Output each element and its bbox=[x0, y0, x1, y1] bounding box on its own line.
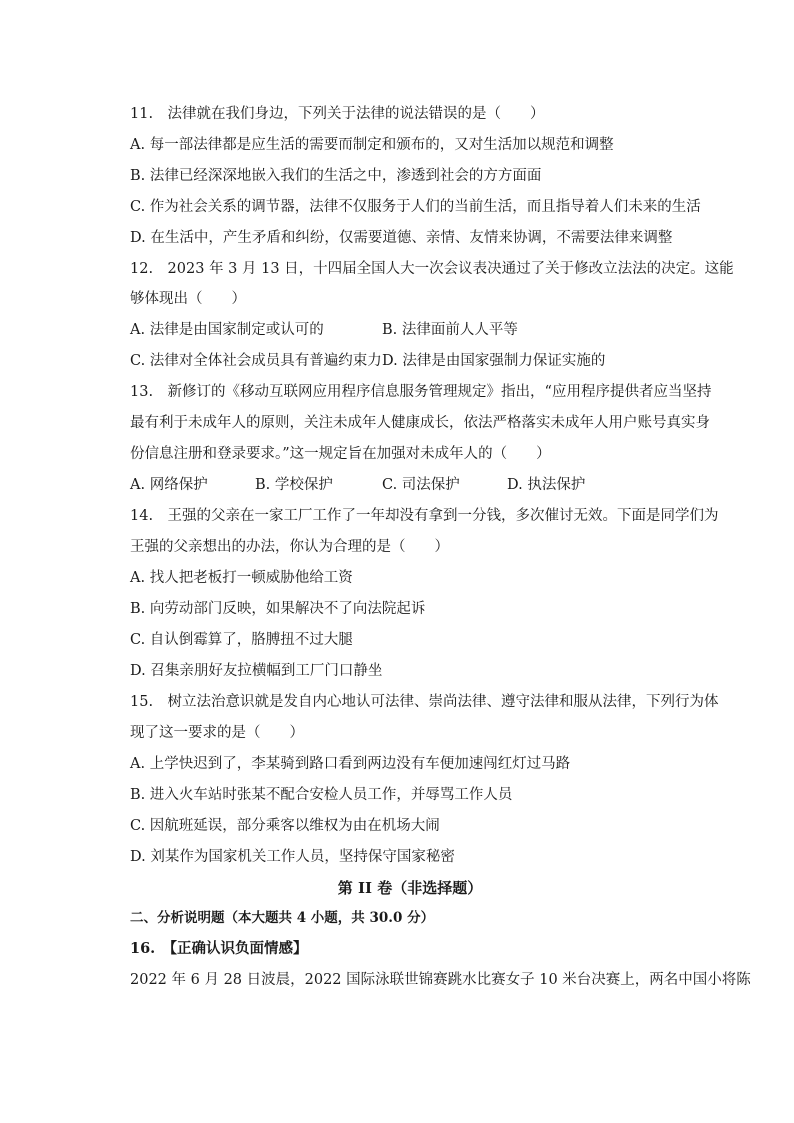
question-14-stem-line-2: 王强的父亲想出的办法，你认为合理的是（ ） bbox=[130, 539, 449, 555]
part-2-title: 二、分析说明题（本大题共 4 小题，共 30.0 分） bbox=[130, 910, 435, 926]
question-12-stem-line-2: 够体现出（ ） bbox=[130, 291, 246, 307]
question-11-option-a: A. 每一部法律都是应生活的需要而制定和颁布的，又对生活加以规范和调整 bbox=[130, 137, 614, 153]
question-13-stem-line-3: 份信息注册和登录要求。”这一规定旨在加强对未成年人的（ ） bbox=[130, 446, 551, 462]
question-14-option-a: A. 找人把老板打一顿威胁他给工资 bbox=[130, 570, 353, 586]
question-13-option-a: A. 网络保护 bbox=[130, 477, 208, 493]
question-12-option-d: D. 法律是由国家强制力保证实施的 bbox=[382, 353, 606, 369]
question-14-option-c: C. 自认倒霉算了，胳膊扭不过大腿 bbox=[130, 632, 353, 648]
question-15-option-d: D. 刘某作为国家机关工作人员，坚持保守国家秘密 bbox=[130, 849, 455, 865]
question-13-stem-line-1: 13. 新修订的《移动互联网应用程序信息服务管理规定》指出，“应用程序提供者应当坚持 bbox=[130, 384, 712, 400]
question-11-option-c: C. 作为社会关系的调节器，法律不仅服务于人们的当前生活，而且指导着人们未来的生活 bbox=[130, 199, 701, 215]
question-13-stem-line-2: 最有利于未成年人的原则，关注未成年人健康成长，依法严格落实未成年人用户账号真实身 bbox=[130, 415, 710, 431]
question-12-options-row-2 bbox=[130, 351, 690, 371]
question-12-options-row-1 bbox=[130, 320, 690, 340]
question-15-option-a: A. 上学快迟到了，李某骑到路口看到两边没有车便加速闯红灯过马路 bbox=[130, 756, 571, 772]
question-12-option-a: A. 法律是由国家制定或认可的 bbox=[130, 322, 324, 338]
question-15-stem-line-1: 15. 树立法治意识就是发自内心地认可法律、崇尚法律、遵守法律和服从法律，下列行为体 bbox=[130, 694, 719, 710]
question-15-option-b: B. 进入火车站时张某不配合安检人员工作，并辱骂工作人员 bbox=[130, 787, 513, 803]
question-11-option-d: D. 在生活中，产生矛盾和纠纷，仅需要道德、亲情、友情来协调，不需要法律来调整 bbox=[130, 230, 673, 246]
question-11-option-b: B. 法律已经深深地嵌入我们的生活之中，渗透到社会的方方面面 bbox=[130, 168, 542, 184]
question-14-option-b: B. 向劳动部门反映，如果解决不了向法院起诉 bbox=[130, 601, 426, 617]
question-13-option-d: D. 执法保护 bbox=[507, 477, 586, 493]
question-14-option-d: D. 召集亲朋好友拉横幅到工厂门口静坐 bbox=[130, 663, 383, 679]
question-15-option-c: C. 因航班延误，部分乘客以维权为由在机场大闹 bbox=[130, 818, 440, 834]
question-14-stem-line-1: 14. 王强的父亲在一家工厂工作了一年却没有拿到一分钱，多次催讨无效。下面是同学们为 bbox=[130, 508, 719, 524]
question-13-options-row bbox=[130, 475, 690, 495]
question-12-option-c: C. 法律对全体社会成员具有普遍约束力 bbox=[130, 353, 382, 369]
question-12-option-b: B. 法律面前人人平等 bbox=[382, 322, 518, 338]
question-15-stem-line-2: 现了这一要求的是（ ） bbox=[130, 725, 304, 741]
question-13-option-b: B. 学校保护 bbox=[255, 477, 333, 493]
section-2-title: 第 II 卷（非选择题） bbox=[337, 879, 483, 897]
question-13-option-c: C. 司法保护 bbox=[382, 477, 460, 493]
question-12-stem-line-1: 12. 2023 年 3 月 13 日，十四届全国人大一次会议表决通过了关于修改立法法的决定。这能 bbox=[130, 261, 734, 277]
question-16-title: 16. 【正确认识负面情感】 bbox=[130, 940, 308, 957]
question-16-text: 2022 年 6 月 28 日波晨，2022 国际泳联世锦赛跳水比赛女子 10 米台决赛上，两名中国小将陈 bbox=[130, 972, 751, 988]
question-11-stem: 11. 法律就在我们身边，下列关于法律的说法错误的是（ ） bbox=[130, 106, 545, 122]
